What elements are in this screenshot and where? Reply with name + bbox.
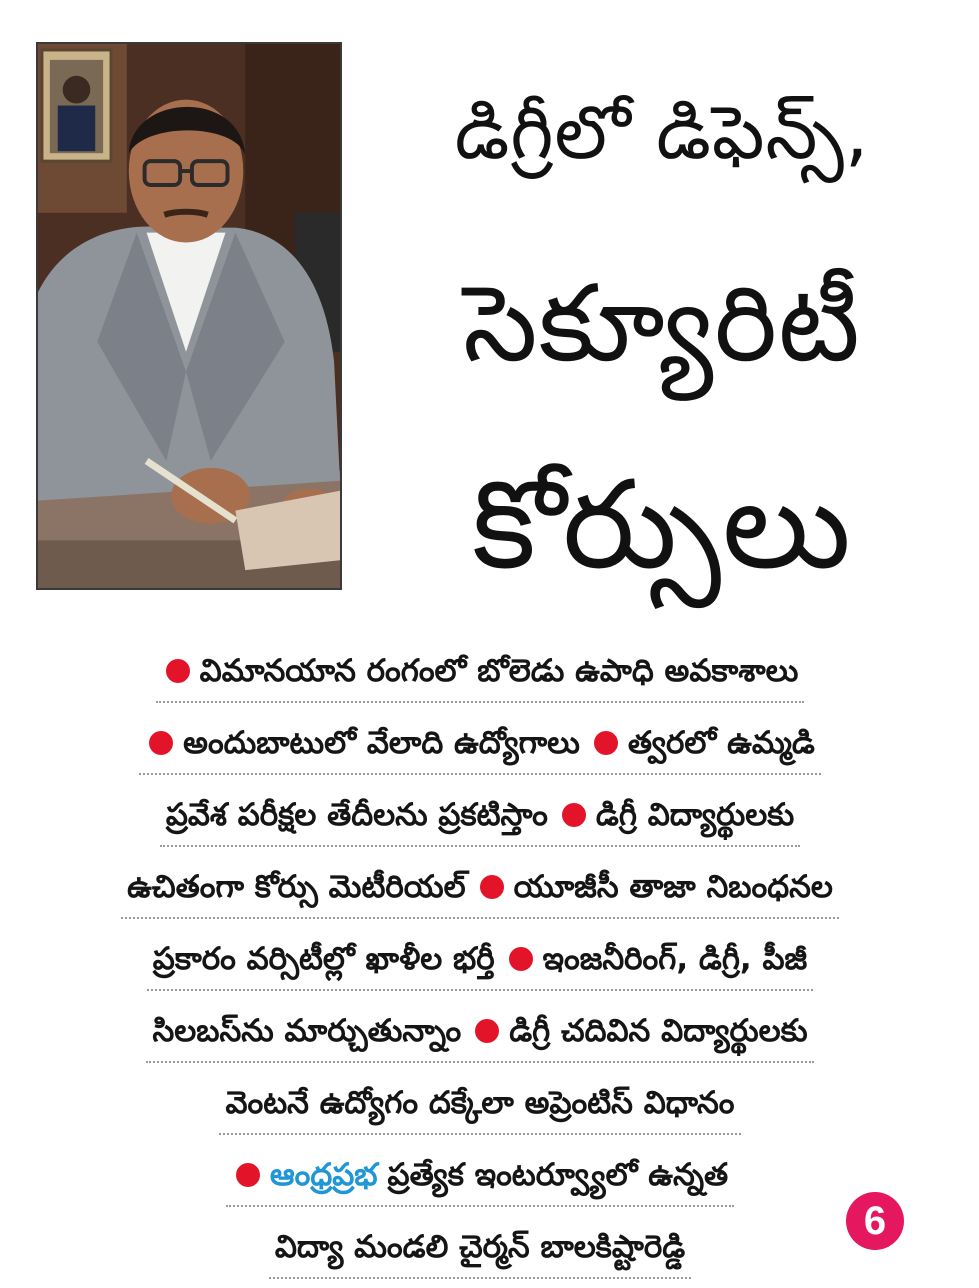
deck-text: ఉచితంగా కోర్సు మెటీరియల్ — [127, 869, 466, 905]
deck-line — [40, 1144, 920, 1216]
deck-text: సిలబస్‌ను మార్చుతున్నాం — [152, 1013, 462, 1049]
deck-line — [40, 928, 920, 1000]
page-number-badge: 6 — [846, 1192, 904, 1250]
deck-text: ప్రవేశ పరీక్షల తేదీలను ప్రకటిస్తాం — [165, 797, 548, 833]
bullet-icon — [236, 1163, 260, 1187]
chairman-photo — [36, 42, 342, 590]
bullet-icon — [480, 875, 504, 899]
headline-line-1: డిగ్రీలో డిఫెన్స్, — [454, 90, 870, 176]
deck-text: విద్యా మండలి చైర్మన్ బాలకిష్టారెడ్డి — [274, 1229, 686, 1265]
headline — [362, 40, 962, 600]
deck-line — [40, 1000, 920, 1072]
deck-text: వెంటనే ఉద్యోగం దక్కేలా అప్రెంటిస్ విధానం — [225, 1085, 735, 1121]
deck-line — [40, 856, 920, 928]
bullet-icon — [509, 947, 533, 971]
headline-line-3: కోర్సులు — [472, 454, 852, 596]
deck-text: త్వరలో ఉమ్మడి — [627, 725, 815, 761]
deck-text: డిగ్రీ చదివిన విద్యార్థులకు — [509, 1013, 808, 1049]
deck-line — [40, 640, 920, 712]
bullet-icon — [562, 803, 586, 827]
deck-line — [40, 784, 920, 856]
bullet-icon — [594, 731, 618, 755]
bullet-icon — [166, 659, 190, 683]
deck-text: ప్రకారం వర్సిటీల్లో ఖాళీల భర్తీ — [152, 941, 495, 977]
deck-line — [40, 712, 920, 784]
deck-text: ఇంజనీరింగ్, డిగ్రీ, పీజీ — [542, 941, 808, 977]
deck-text: యూజీసీ తాజా నిబంధనల — [513, 869, 833, 905]
deck-line — [40, 1072, 920, 1144]
summary-deck — [40, 640, 920, 1288]
deck-text: అందుబాటులో వేలాది ఉద్యోగాలు — [183, 725, 580, 761]
deck-text: విమానయాన రంగంలో బోలెడు ఉపాధి అవకాశాలు — [199, 653, 799, 689]
brand-name: ఆంధ్రప్రభ — [269, 1157, 378, 1193]
deck-text: డిగ్రీ విద్యార్థులకు — [595, 797, 795, 833]
bullet-icon — [149, 731, 173, 755]
deck-text: ప్రత్యేక ఇంటర్వ్యూలో ఉన్నత — [387, 1157, 729, 1193]
bullet-icon — [475, 1019, 499, 1043]
headline-line-2: సెక్యూరిటీ — [463, 262, 861, 385]
deck-line — [40, 1216, 920, 1288]
